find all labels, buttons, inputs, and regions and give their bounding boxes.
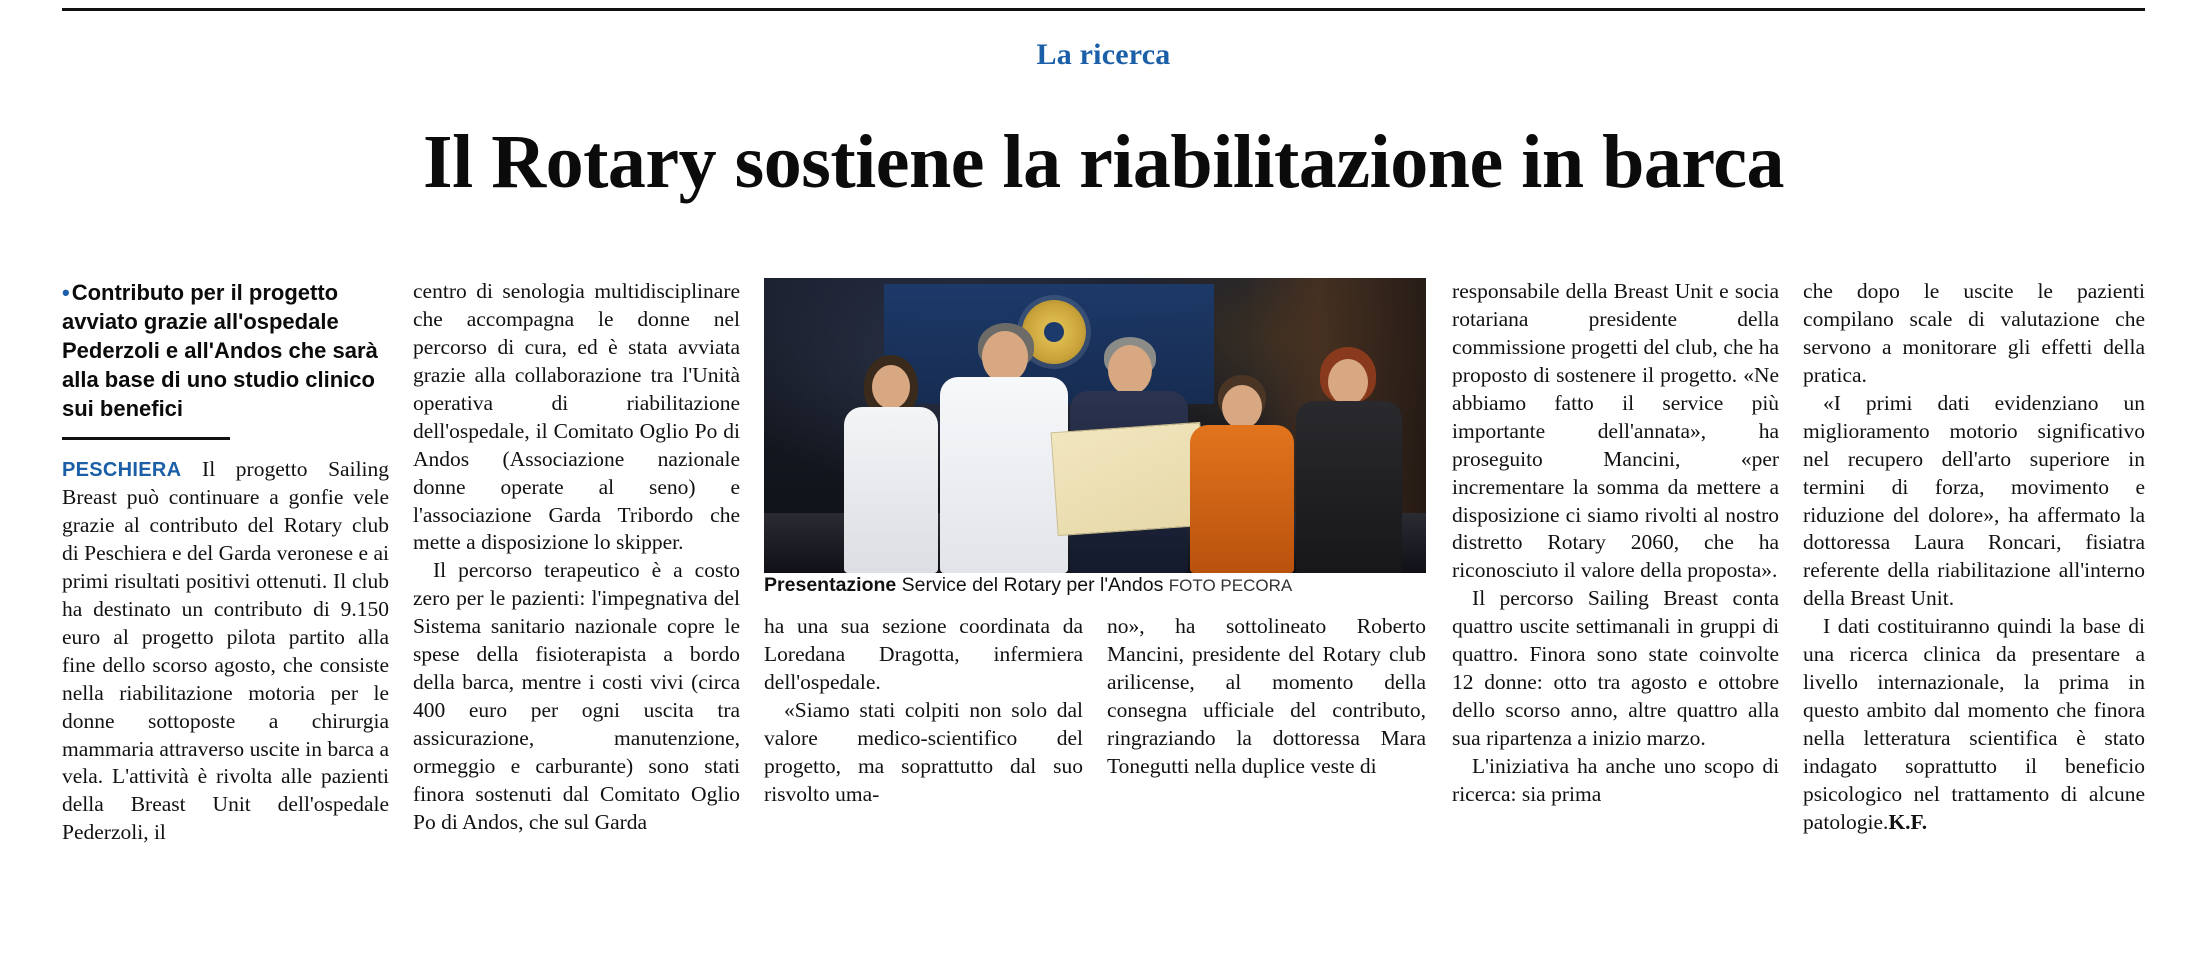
person-body	[844, 407, 938, 573]
article-column-4	[1452, 278, 1803, 968]
person-head	[1222, 385, 1262, 429]
photo-figure	[764, 278, 1426, 597]
person-body	[940, 377, 1068, 573]
photo-person	[1288, 347, 1408, 573]
article-column-2	[413, 278, 764, 968]
person-head	[1108, 345, 1152, 395]
article-summary	[62, 278, 389, 423]
article-paragraph: L'iniziativa ha anche uno scopo di ricerca: sia prima	[1452, 753, 1780, 806]
article-columns	[62, 278, 2145, 968]
article-signature: K.F.	[1888, 809, 1928, 834]
photo-caption	[764, 573, 1426, 597]
article-paragraph-text: I dati costituiranno quindi la base di una ricerca clinica da presentare a livello internazionale, la prima in questo ambito dal momento che finora nella letteratura scientifica è stato indagato soprattutto il beneficio psicologico nel trattamento di alcune patologie.	[1803, 614, 2146, 834]
middle-subcolumns	[764, 613, 1426, 809]
page-title: Il Rotary sostiene la riabilitazione in barca	[423, 119, 1784, 204]
article-paragraph: Il percorso terapeutico è a costo zero per le pazienti: l'impegnativa del Sistema sanitario nazionale copre le spese della fisioterapista a bordo della barca, mentre i costi vivi (circa 400 euro per ogni uscita tra assicurazione, manutenzione, ormeggio e carburante) sono stati finora sostenuti dal Comitato Oglio Po di Andos, che sul Garda	[413, 558, 741, 834]
photo-caption-text: Service del Rotary per l'Andos	[896, 574, 1164, 596]
photo-person	[836, 355, 946, 573]
article-paragraph-text: Il progetto Sailing Breast può continuare a gonfie vele grazie al contributo del Rotary club di Peschiera e del Garda veronese e ai primi risultati positivi ottenuti. Il club ha destinato un contributo di 9.150 euro al progetto pilota partito alla fine dello scorso agosto, che consiste nella riabilitazione motoria per le donne sottoposte a chirurgia mammaria attraverso uscite in barca a vela. L'attività è rivolta alle pazienti della Breast Unit dell'ospedale Pederzoli, il	[62, 457, 390, 845]
photo-person	[1184, 375, 1298, 573]
article-column-middle	[764, 278, 1452, 968]
article-column-1	[62, 278, 413, 968]
photo-caption-lead: Presentazione	[764, 574, 897, 596]
person-head	[982, 331, 1028, 383]
person-head	[1328, 359, 1368, 405]
article-paragraph	[62, 456, 389, 847]
person-body	[1296, 401, 1402, 573]
article-paragraph: no», ha sottolineato Roberto Mancini, presidente del Rotary club arilicense, al momento della consegna ufficiale del contributo, ringraziando la dottoressa Mara Tonegutti nella duplice veste di	[1107, 614, 1427, 779]
person-head	[872, 365, 910, 409]
article-paragraph: «I primi dati evidenziano un miglioramento motorio significativo nel recupero dell'arto superiore in termini di forza, movimento e riduzione del dolore», ha affermato la dottoressa Laura Roncari, fisiatra referente della riabilitazione all'interno della Breast Unit.	[1803, 390, 2146, 611]
article-paragraph: centro di senologia multidisciplinare che accompagna le donne nel percorso di cura, ed è stata avviata grazie alla collaborazione tra l'Unità operativa di riabilitazione dell'ospedale, il Comitato Oglio Po di Andos (Associazione nazionale donne operate al seno) e l'associazione Garda Tribordo che mette a disposizione lo skipper.	[413, 279, 741, 555]
article-paragraph: ha una sua sezione coordinata da Loredana Dragotta, infermiera dell'ospedale.	[764, 614, 1084, 695]
article-kicker: La ricerca	[1036, 38, 1171, 71]
article-paragraph: responsabile della Breast Unit e socia rotariana presidente della commissione progetti del club, che ha proposto di sostenere il progetto. «Ne abbiamo fatto il service più importante dell'annata», ha proseguito Mancini, «per incrementare la somma da mettere a disposizione ci siamo rivolti al nostro distretto Rotary 2060, che ha riconosciuto il valore della proposta».	[1452, 279, 1780, 583]
article-summary-text: Contributo per il progetto avviato grazie all'ospedale Pederzoli e all'Andos che sarà alla base di uno studio clinico sui benefici	[62, 280, 378, 422]
photo-credit: FOTO PECORA	[1168, 576, 1293, 595]
top-divider	[62, 8, 2145, 11]
article-photo	[764, 278, 1426, 573]
person-body	[1190, 425, 1294, 573]
article-column-mid-left	[764, 613, 1083, 809]
article-column-5	[1803, 278, 2145, 968]
bullet-icon: •	[62, 280, 70, 305]
dateline: PESCHIERA	[62, 459, 182, 482]
article-paragraph: Il percorso Sailing Breast conta quattro uscite settimanali in gruppi di quattro. Finora sono state coinvolte 12 donne: otto tra agosto e ottobre dello scorso anno, altre quattro alla sua ripartenza a inizio marzo.	[1452, 586, 1780, 750]
summary-divider	[62, 437, 230, 440]
article-paragraph: che dopo le uscite le pazienti compilano scale di valutazione che servono a monitorare gli effetti della pratica.	[1803, 279, 2146, 387]
article-paragraph: «Siamo stati colpiti non solo dal valore medico-scientifico del progetto, ma soprattutto dal suo risvolto uma-	[764, 698, 1084, 806]
article-paragraph	[1803, 613, 2145, 837]
article-column-mid-right	[1107, 613, 1426, 809]
